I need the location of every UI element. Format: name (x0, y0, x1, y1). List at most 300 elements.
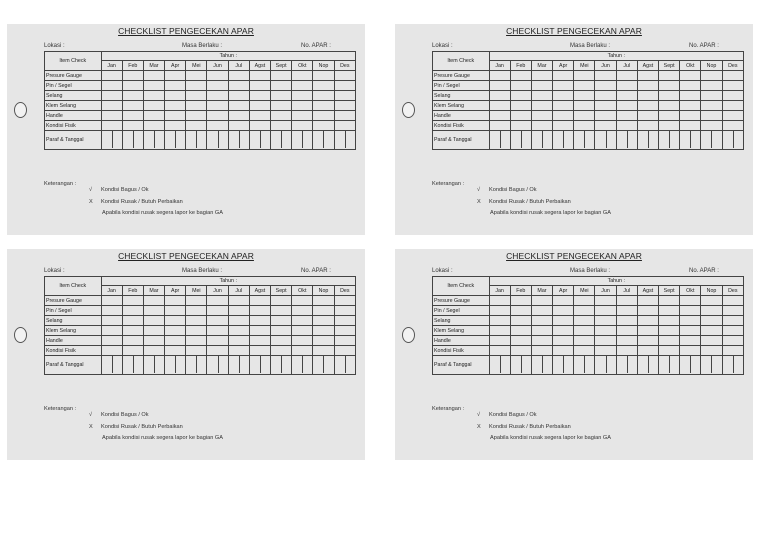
check-cell[interactable] (722, 121, 743, 131)
paraf-cell[interactable] (207, 131, 228, 150)
paraf-cell[interactable] (510, 356, 531, 375)
check-cell[interactable] (531, 346, 552, 356)
check-cell[interactable] (228, 336, 249, 346)
check-cell[interactable] (313, 91, 334, 101)
check-cell[interactable] (101, 101, 122, 111)
check-cell[interactable] (553, 316, 574, 326)
check-cell[interactable] (334, 71, 355, 81)
check-cell[interactable] (186, 346, 207, 356)
check-cell[interactable] (680, 336, 701, 346)
check-cell[interactable] (271, 326, 292, 336)
check-cell[interactable] (165, 71, 186, 81)
check-cell[interactable] (313, 81, 334, 91)
check-cell[interactable] (271, 71, 292, 81)
paraf-cell[interactable] (553, 356, 574, 375)
check-cell[interactable] (292, 111, 313, 121)
check-cell[interactable] (637, 121, 658, 131)
check-cell[interactable] (313, 111, 334, 121)
check-cell[interactable] (249, 81, 270, 91)
check-cell[interactable] (574, 346, 595, 356)
check-cell[interactable] (680, 81, 701, 91)
check-cell[interactable] (553, 121, 574, 131)
check-cell[interactable] (616, 91, 637, 101)
check-cell[interactable] (165, 306, 186, 316)
check-cell[interactable] (637, 316, 658, 326)
paraf-cell[interactable] (122, 131, 143, 150)
check-cell[interactable] (531, 91, 552, 101)
check-cell[interactable] (701, 346, 722, 356)
check-cell[interactable] (595, 101, 616, 111)
check-cell[interactable] (207, 71, 228, 81)
check-cell[interactable] (186, 81, 207, 91)
check-cell[interactable] (292, 346, 313, 356)
check-cell[interactable] (249, 101, 270, 111)
check-cell[interactable] (574, 101, 595, 111)
paraf-cell[interactable] (531, 356, 552, 375)
check-cell[interactable] (165, 81, 186, 91)
check-cell[interactable] (510, 71, 531, 81)
check-cell[interactable] (122, 101, 143, 111)
paraf-cell[interactable] (228, 131, 249, 150)
check-cell[interactable] (510, 296, 531, 306)
check-cell[interactable] (510, 316, 531, 326)
paraf-cell[interactable] (659, 131, 680, 150)
check-cell[interactable] (228, 91, 249, 101)
check-cell[interactable] (186, 296, 207, 306)
paraf-cell[interactable] (701, 356, 722, 375)
check-cell[interactable] (271, 346, 292, 356)
check-cell[interactable] (616, 296, 637, 306)
check-cell[interactable] (574, 336, 595, 346)
check-cell[interactable] (701, 306, 722, 316)
check-cell[interactable] (313, 316, 334, 326)
check-cell[interactable] (228, 121, 249, 131)
check-cell[interactable] (616, 121, 637, 131)
check-cell[interactable] (249, 306, 270, 316)
check-cell[interactable] (292, 306, 313, 316)
check-cell[interactable] (595, 111, 616, 121)
paraf-cell[interactable] (334, 131, 355, 150)
check-cell[interactable] (637, 71, 658, 81)
check-cell[interactable] (292, 336, 313, 346)
paraf-cell[interactable] (637, 356, 658, 375)
check-cell[interactable] (186, 121, 207, 131)
check-cell[interactable] (292, 326, 313, 336)
check-cell[interactable] (531, 326, 552, 336)
check-cell[interactable] (271, 81, 292, 91)
check-cell[interactable] (680, 346, 701, 356)
check-cell[interactable] (228, 316, 249, 326)
check-cell[interactable] (101, 296, 122, 306)
check-cell[interactable] (637, 296, 658, 306)
paraf-cell[interactable] (722, 356, 743, 375)
check-cell[interactable] (574, 111, 595, 121)
check-cell[interactable] (722, 81, 743, 91)
check-cell[interactable] (616, 111, 637, 121)
check-cell[interactable] (122, 306, 143, 316)
paraf-cell[interactable] (553, 131, 574, 150)
check-cell[interactable] (271, 306, 292, 316)
check-cell[interactable] (616, 71, 637, 81)
check-cell[interactable] (616, 336, 637, 346)
check-cell[interactable] (722, 296, 743, 306)
paraf-cell[interactable] (165, 131, 186, 150)
paraf-cell[interactable] (531, 131, 552, 150)
check-cell[interactable] (228, 296, 249, 306)
check-cell[interactable] (271, 91, 292, 101)
check-cell[interactable] (510, 346, 531, 356)
check-cell[interactable] (122, 326, 143, 336)
check-cell[interactable] (207, 81, 228, 91)
check-cell[interactable] (122, 346, 143, 356)
check-cell[interactable] (207, 306, 228, 316)
check-cell[interactable] (510, 91, 531, 101)
check-cell[interactable] (101, 326, 122, 336)
check-cell[interactable] (334, 121, 355, 131)
paraf-cell[interactable] (313, 356, 334, 375)
check-cell[interactable] (207, 111, 228, 121)
check-cell[interactable] (701, 296, 722, 306)
check-cell[interactable] (313, 346, 334, 356)
check-cell[interactable] (701, 91, 722, 101)
paraf-cell[interactable] (313, 131, 334, 150)
check-cell[interactable] (659, 101, 680, 111)
check-cell[interactable] (637, 336, 658, 346)
check-cell[interactable] (553, 336, 574, 346)
check-cell[interactable] (143, 111, 164, 121)
check-cell[interactable] (207, 326, 228, 336)
check-cell[interactable] (186, 111, 207, 121)
check-cell[interactable] (313, 101, 334, 111)
check-cell[interactable] (143, 296, 164, 306)
paraf-cell[interactable] (722, 131, 743, 150)
check-cell[interactable] (489, 326, 510, 336)
check-cell[interactable] (680, 71, 701, 81)
check-cell[interactable] (165, 336, 186, 346)
check-cell[interactable] (531, 296, 552, 306)
paraf-cell[interactable] (186, 356, 207, 375)
check-cell[interactable] (489, 296, 510, 306)
check-cell[interactable] (531, 71, 552, 81)
check-cell[interactable] (101, 306, 122, 316)
check-cell[interactable] (489, 306, 510, 316)
check-cell[interactable] (701, 121, 722, 131)
check-cell[interactable] (637, 81, 658, 91)
check-cell[interactable] (228, 111, 249, 121)
check-cell[interactable] (122, 81, 143, 91)
check-cell[interactable] (659, 336, 680, 346)
check-cell[interactable] (701, 316, 722, 326)
check-cell[interactable] (595, 71, 616, 81)
check-cell[interactable] (186, 316, 207, 326)
check-cell[interactable] (637, 111, 658, 121)
check-cell[interactable] (595, 91, 616, 101)
check-cell[interactable] (531, 101, 552, 111)
check-cell[interactable] (722, 336, 743, 346)
check-cell[interactable] (334, 81, 355, 91)
check-cell[interactable] (595, 316, 616, 326)
check-cell[interactable] (186, 326, 207, 336)
check-cell[interactable] (637, 306, 658, 316)
check-cell[interactable] (680, 306, 701, 316)
check-cell[interactable] (659, 121, 680, 131)
check-cell[interactable] (659, 81, 680, 91)
check-cell[interactable] (680, 296, 701, 306)
check-cell[interactable] (489, 111, 510, 121)
check-cell[interactable] (531, 336, 552, 346)
check-cell[interactable] (680, 316, 701, 326)
check-cell[interactable] (143, 81, 164, 91)
check-cell[interactable] (553, 111, 574, 121)
check-cell[interactable] (553, 306, 574, 316)
paraf-cell[interactable] (637, 131, 658, 150)
check-cell[interactable] (334, 101, 355, 111)
check-cell[interactable] (249, 346, 270, 356)
check-cell[interactable] (701, 326, 722, 336)
check-cell[interactable] (101, 91, 122, 101)
check-cell[interactable] (722, 346, 743, 356)
check-cell[interactable] (249, 111, 270, 121)
check-cell[interactable] (313, 336, 334, 346)
paraf-cell[interactable] (249, 356, 270, 375)
check-cell[interactable] (553, 91, 574, 101)
check-cell[interactable] (271, 296, 292, 306)
check-cell[interactable] (228, 101, 249, 111)
check-cell[interactable] (122, 91, 143, 101)
check-cell[interactable] (334, 326, 355, 336)
check-cell[interactable] (165, 121, 186, 131)
check-cell[interactable] (292, 71, 313, 81)
check-cell[interactable] (722, 306, 743, 316)
check-cell[interactable] (122, 71, 143, 81)
check-cell[interactable] (165, 316, 186, 326)
check-cell[interactable] (186, 101, 207, 111)
check-cell[interactable] (249, 71, 270, 81)
check-cell[interactable] (553, 101, 574, 111)
check-cell[interactable] (186, 91, 207, 101)
check-cell[interactable] (228, 306, 249, 316)
check-cell[interactable] (143, 336, 164, 346)
check-cell[interactable] (271, 121, 292, 131)
check-cell[interactable] (489, 101, 510, 111)
check-cell[interactable] (207, 91, 228, 101)
paraf-cell[interactable] (680, 356, 701, 375)
paraf-cell[interactable] (271, 356, 292, 375)
check-cell[interactable] (553, 71, 574, 81)
paraf-cell[interactable] (595, 356, 616, 375)
check-cell[interactable] (313, 71, 334, 81)
check-cell[interactable] (313, 121, 334, 131)
check-cell[interactable] (313, 296, 334, 306)
check-cell[interactable] (228, 71, 249, 81)
check-cell[interactable] (510, 121, 531, 131)
check-cell[interactable] (271, 101, 292, 111)
check-cell[interactable] (228, 346, 249, 356)
check-cell[interactable] (249, 121, 270, 131)
check-cell[interactable] (143, 306, 164, 316)
check-cell[interactable] (143, 101, 164, 111)
check-cell[interactable] (701, 336, 722, 346)
paraf-cell[interactable] (122, 356, 143, 375)
check-cell[interactable] (595, 346, 616, 356)
check-cell[interactable] (489, 121, 510, 131)
check-cell[interactable] (489, 71, 510, 81)
paraf-cell[interactable] (249, 131, 270, 150)
check-cell[interactable] (637, 326, 658, 336)
check-cell[interactable] (228, 326, 249, 336)
check-cell[interactable] (553, 326, 574, 336)
check-cell[interactable] (143, 326, 164, 336)
check-cell[interactable] (165, 346, 186, 356)
check-cell[interactable] (616, 316, 637, 326)
check-cell[interactable] (722, 91, 743, 101)
check-cell[interactable] (101, 121, 122, 131)
check-cell[interactable] (680, 326, 701, 336)
paraf-cell[interactable] (292, 356, 313, 375)
check-cell[interactable] (574, 306, 595, 316)
check-cell[interactable] (510, 336, 531, 346)
check-cell[interactable] (101, 71, 122, 81)
check-cell[interactable] (313, 306, 334, 316)
check-cell[interactable] (659, 111, 680, 121)
check-cell[interactable] (574, 81, 595, 91)
check-cell[interactable] (489, 81, 510, 91)
check-cell[interactable] (595, 306, 616, 316)
check-cell[interactable] (101, 346, 122, 356)
check-cell[interactable] (616, 346, 637, 356)
check-cell[interactable] (143, 346, 164, 356)
paraf-cell[interactable] (143, 356, 164, 375)
check-cell[interactable] (553, 81, 574, 91)
check-cell[interactable] (680, 111, 701, 121)
check-cell[interactable] (510, 81, 531, 91)
check-cell[interactable] (616, 81, 637, 91)
paraf-cell[interactable] (207, 356, 228, 375)
check-cell[interactable] (574, 316, 595, 326)
check-cell[interactable] (228, 81, 249, 91)
check-cell[interactable] (574, 71, 595, 81)
paraf-cell[interactable] (680, 131, 701, 150)
check-cell[interactable] (595, 296, 616, 306)
paraf-cell[interactable] (228, 356, 249, 375)
check-cell[interactable] (531, 111, 552, 121)
check-cell[interactable] (122, 111, 143, 121)
check-cell[interactable] (722, 71, 743, 81)
paraf-cell[interactable] (574, 356, 595, 375)
check-cell[interactable] (122, 336, 143, 346)
check-cell[interactable] (637, 346, 658, 356)
check-cell[interactable] (574, 121, 595, 131)
check-cell[interactable] (186, 71, 207, 81)
check-cell[interactable] (701, 101, 722, 111)
check-cell[interactable] (574, 326, 595, 336)
check-cell[interactable] (101, 81, 122, 91)
paraf-cell[interactable] (701, 131, 722, 150)
check-cell[interactable] (292, 101, 313, 111)
check-cell[interactable] (292, 316, 313, 326)
paraf-cell[interactable] (292, 131, 313, 150)
paraf-cell[interactable] (143, 131, 164, 150)
check-cell[interactable] (271, 316, 292, 326)
paraf-cell[interactable] (659, 356, 680, 375)
paraf-cell[interactable] (186, 131, 207, 150)
check-cell[interactable] (334, 346, 355, 356)
check-cell[interactable] (292, 296, 313, 306)
check-cell[interactable] (531, 121, 552, 131)
check-cell[interactable] (143, 91, 164, 101)
paraf-cell[interactable] (101, 131, 122, 150)
check-cell[interactable] (165, 91, 186, 101)
check-cell[interactable] (292, 81, 313, 91)
check-cell[interactable] (531, 81, 552, 91)
check-cell[interactable] (722, 101, 743, 111)
check-cell[interactable] (249, 296, 270, 306)
check-cell[interactable] (143, 121, 164, 131)
check-cell[interactable] (574, 296, 595, 306)
check-cell[interactable] (334, 316, 355, 326)
check-cell[interactable] (531, 306, 552, 316)
check-cell[interactable] (701, 81, 722, 91)
check-cell[interactable] (680, 121, 701, 131)
check-cell[interactable] (659, 306, 680, 316)
check-cell[interactable] (143, 71, 164, 81)
check-cell[interactable] (292, 91, 313, 101)
check-cell[interactable] (122, 121, 143, 131)
check-cell[interactable] (489, 316, 510, 326)
check-cell[interactable] (616, 326, 637, 336)
paraf-cell[interactable] (101, 356, 122, 375)
paraf-cell[interactable] (595, 131, 616, 150)
check-cell[interactable] (722, 326, 743, 336)
check-cell[interactable] (165, 101, 186, 111)
check-cell[interactable] (292, 121, 313, 131)
check-cell[interactable] (595, 81, 616, 91)
check-cell[interactable] (616, 101, 637, 111)
check-cell[interactable] (574, 91, 595, 101)
check-cell[interactable] (680, 91, 701, 101)
check-cell[interactable] (637, 101, 658, 111)
check-cell[interactable] (680, 101, 701, 111)
check-cell[interactable] (659, 91, 680, 101)
check-cell[interactable] (595, 121, 616, 131)
check-cell[interactable] (143, 316, 164, 326)
check-cell[interactable] (207, 101, 228, 111)
check-cell[interactable] (122, 296, 143, 306)
check-cell[interactable] (207, 316, 228, 326)
paraf-cell[interactable] (489, 131, 510, 150)
check-cell[interactable] (595, 336, 616, 346)
check-cell[interactable] (313, 326, 334, 336)
check-cell[interactable] (510, 326, 531, 336)
check-cell[interactable] (186, 336, 207, 346)
check-cell[interactable] (659, 296, 680, 306)
check-cell[interactable] (553, 346, 574, 356)
check-cell[interactable] (249, 336, 270, 346)
check-cell[interactable] (186, 306, 207, 316)
check-cell[interactable] (249, 91, 270, 101)
check-cell[interactable] (207, 121, 228, 131)
check-cell[interactable] (334, 296, 355, 306)
paraf-cell[interactable] (165, 356, 186, 375)
check-cell[interactable] (489, 91, 510, 101)
check-cell[interactable] (165, 111, 186, 121)
check-cell[interactable] (334, 91, 355, 101)
check-cell[interactable] (701, 111, 722, 121)
check-cell[interactable] (271, 336, 292, 346)
check-cell[interactable] (510, 306, 531, 316)
paraf-cell[interactable] (489, 356, 510, 375)
check-cell[interactable] (659, 326, 680, 336)
